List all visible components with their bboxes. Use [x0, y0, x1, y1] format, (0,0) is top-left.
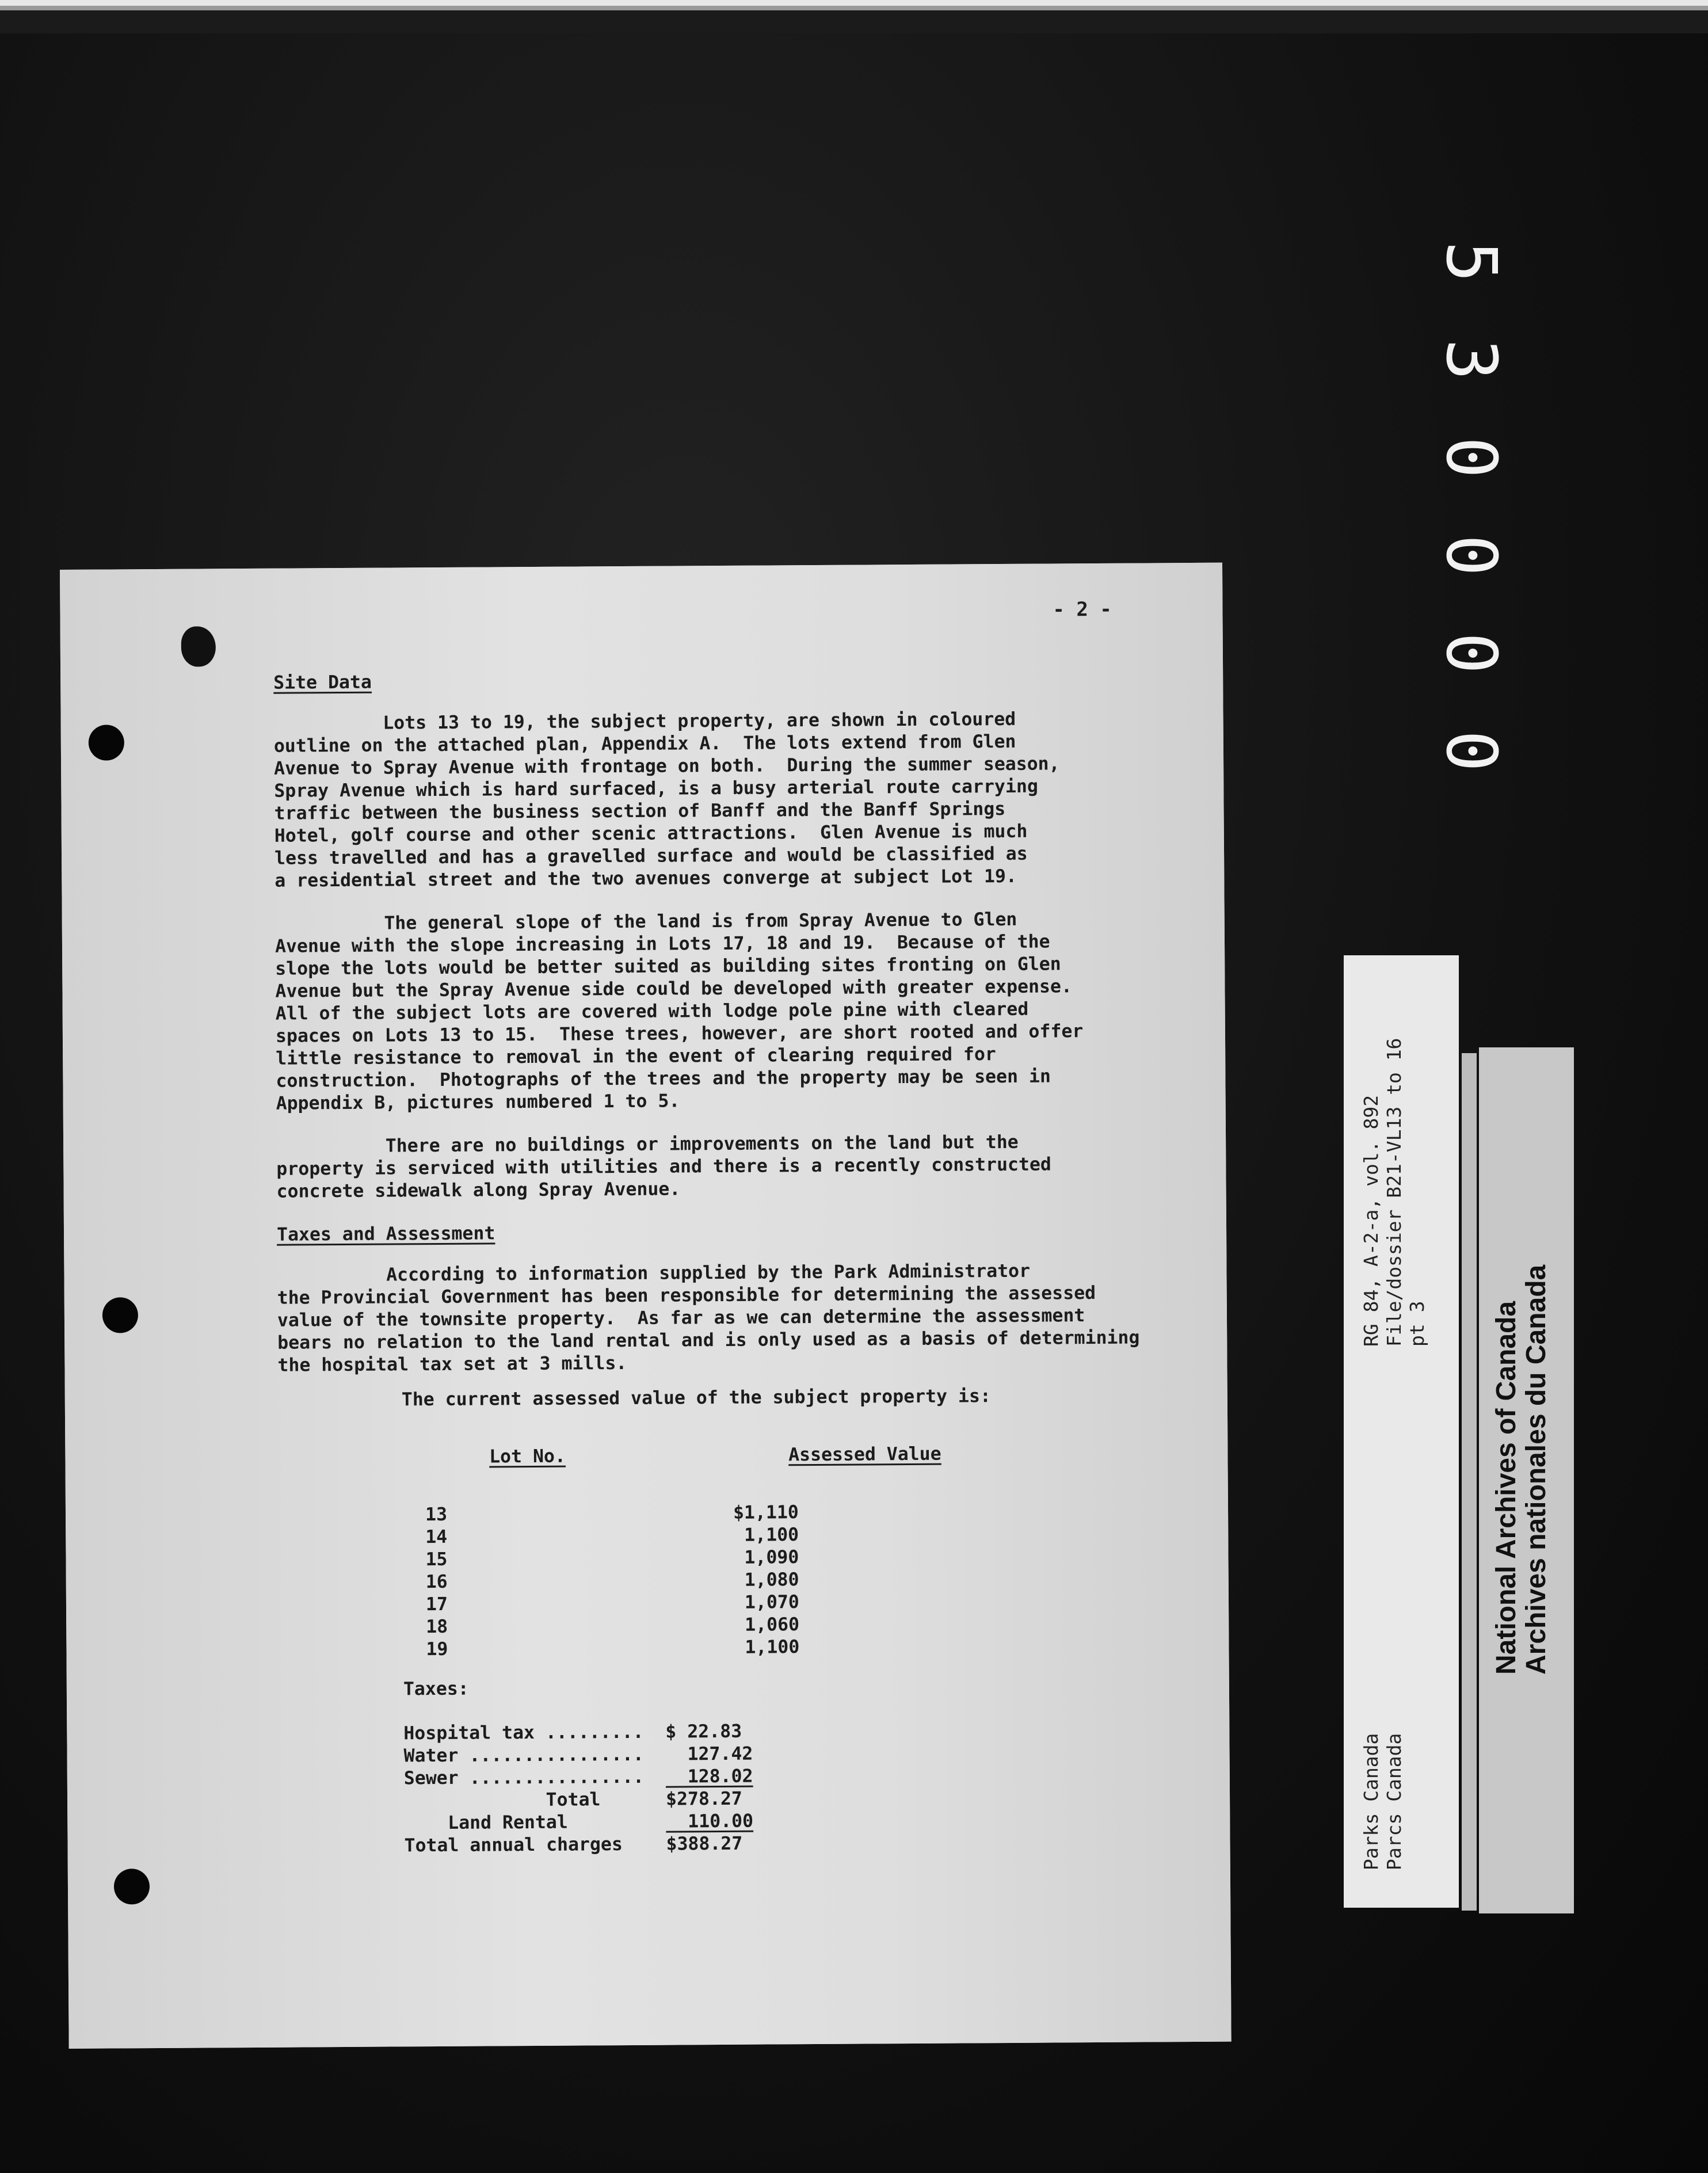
lot-cell: 15	[425, 1549, 448, 1570]
national-archives-label	[1479, 1047, 1574, 1913]
tax-row	[404, 1830, 1224, 1858]
text-line: Spray Avenue which is hard surfaced, is a busy arterial route carrying	[274, 776, 1038, 802]
text-line: less travelled and has a gravelled surface and would be classified as	[274, 843, 1028, 869]
table-header	[402, 1419, 1222, 1492]
text-line: outline on the attached plan, Appendix A. The lots extend from Glen	[273, 731, 1016, 757]
tax-amount: 127.42	[665, 1743, 753, 1765]
frame-digit: 0	[1431, 436, 1511, 479]
tax-amount: 110.00	[666, 1810, 754, 1832]
tax-label: Water ................	[403, 1744, 644, 1767]
paragraph	[275, 908, 1220, 1115]
value-cell: 1,090	[733, 1547, 799, 1568]
section-heading-site-data: Site Data	[273, 672, 372, 693]
value-cell: 1,060	[734, 1614, 800, 1636]
text-line: value of the townsite property. As far as we can determine the assessment	[277, 1305, 1085, 1331]
value-cell: $1,110	[733, 1502, 799, 1523]
typed-page	[60, 563, 1232, 2049]
text-line: All of the subject lots are covered with lodge pole pine with cleared	[275, 998, 1029, 1024]
department-line: Parks Canada	[1360, 1733, 1382, 1870]
lot-cell: 16	[425, 1571, 448, 1593]
lot-cell: 18	[426, 1616, 448, 1638]
paragraph	[277, 1259, 1221, 1377]
lot-cell: 17	[425, 1593, 448, 1615]
text-line: a residential street and the two avenues converge at subject Lot 19.	[274, 866, 1017, 891]
reference-line: File/dossier B21-VL13 to 16	[1383, 1038, 1405, 1347]
taxes-table	[280, 1718, 1224, 1858]
text-line: The general slope of the land is from Spray Avenue to Glen	[274, 909, 1017, 935]
tax-label: Sewer ................	[403, 1766, 645, 1789]
column-header-value: Assessed Value	[788, 1443, 941, 1466]
text-line: concrete sidewalk along Spray Avenue.	[276, 1179, 681, 1202]
tax-label: Total annual charges	[404, 1834, 623, 1856]
text-line: Lots 13 to 19, the subject property, are shown in coloured	[273, 708, 1016, 734]
value-cell: 1,080	[733, 1569, 799, 1591]
column-header-lot: Lot No.	[489, 1446, 566, 1467]
tax-label: Hospital tax .........	[403, 1721, 644, 1744]
text-line: little resistance to removal in the event of clearing required for	[276, 1044, 996, 1069]
frame-number	[1431, 230, 1511, 794]
text-line: bears no relation to the land rental and is only used as a basis of determining	[277, 1327, 1140, 1354]
page-number: - 2 -	[1053, 597, 1112, 622]
tax-label: Total	[403, 1789, 601, 1812]
text-line: There are no buildings or improvements on the land but the	[276, 1131, 1019, 1157]
value-cell: 1,100	[734, 1637, 800, 1658]
assessment-intro: The current assessed value of the subject property is:	[401, 1386, 992, 1410]
archive-reference-label	[1344, 955, 1459, 1908]
tax-label: Land Rental	[404, 1812, 568, 1834]
frame-digit: 0	[1431, 730, 1511, 772]
text-line: Appendix B, pictures numbered 1 to 5.	[276, 1091, 680, 1114]
tax-amount: $388.27	[666, 1833, 743, 1855]
paragraph	[274, 707, 1219, 893]
text-line: the hospital tax set at 3 mills.	[277, 1353, 627, 1376]
taxes-label: Taxes:	[403, 1678, 469, 1700]
text-line: traffic between the business section of Banff and the Banff Springs	[274, 798, 1006, 824]
reference-line: pt 3	[1406, 1301, 1428, 1347]
text-line: Hotel, golf course and other scenic attractions. Glen Avenue is much	[274, 821, 1028, 847]
tax-amount: 128.02	[665, 1766, 753, 1787]
value-cell: 1,100	[733, 1524, 799, 1546]
section-heading-taxes: Taxes and Assessment	[276, 1223, 495, 1245]
binder-hole	[102, 1297, 138, 1333]
tax-amount: $ 22.83	[665, 1721, 742, 1743]
frame-digit: 5	[1431, 241, 1511, 283]
frame-digit: 0	[1431, 632, 1511, 674]
frame-digit: 0	[1431, 534, 1511, 577]
value-cell: 1,070	[733, 1592, 799, 1613]
text-line: Avenue with the slope increasing in Lots 17, 18 and 19. Because of the	[274, 931, 1050, 957]
document-body	[273, 666, 1225, 1858]
lot-cell: 13	[425, 1504, 448, 1526]
text-line: the Provincial Government has been responsible for determining the assessed	[277, 1283, 1096, 1309]
text-line: construction. Photographs of the trees and the property may be seen in	[276, 1066, 1051, 1092]
lot-cell: 14	[425, 1526, 448, 1548]
film-top-edge	[0, 0, 1708, 33]
archives-name-fr: Archives nationales du Canada	[1521, 1264, 1551, 1675]
text-line: slope the lots would be better suited as building sites fronting on Glen	[275, 954, 1061, 979]
ink-smudge	[181, 626, 216, 666]
frame-digit: 3	[1431, 338, 1511, 381]
lot-cell: 19	[426, 1638, 448, 1660]
binder-hole	[89, 725, 124, 760]
text-line: Avenue but the Spray Avenue side could be developed with greater expense.	[275, 976, 1072, 1002]
label-edge-strip	[1462, 1053, 1477, 1911]
tax-amount: $278.27	[665, 1788, 742, 1810]
archives-name-en: National Archives of Canada	[1491, 1301, 1522, 1675]
text-line: spaces on Lots 13 to 15. These trees, however, are short rooted and offer	[275, 1021, 1084, 1047]
reference-line: RG 84, A-2-a, vol. 892	[1360, 1095, 1382, 1347]
paragraph	[276, 1130, 1221, 1203]
text-line: Avenue to Spray Avenue with frontage on both. During the summer season,	[274, 753, 1060, 779]
department-line: Parcs Canada	[1383, 1733, 1405, 1870]
text-line: According to information supplied by the Park Administrator	[277, 1260, 1031, 1286]
binder-hole	[114, 1869, 150, 1904]
assessment-table	[278, 1419, 1223, 1662]
text-line: property is serviced with utilities and there is a recently constructed	[276, 1154, 1051, 1180]
